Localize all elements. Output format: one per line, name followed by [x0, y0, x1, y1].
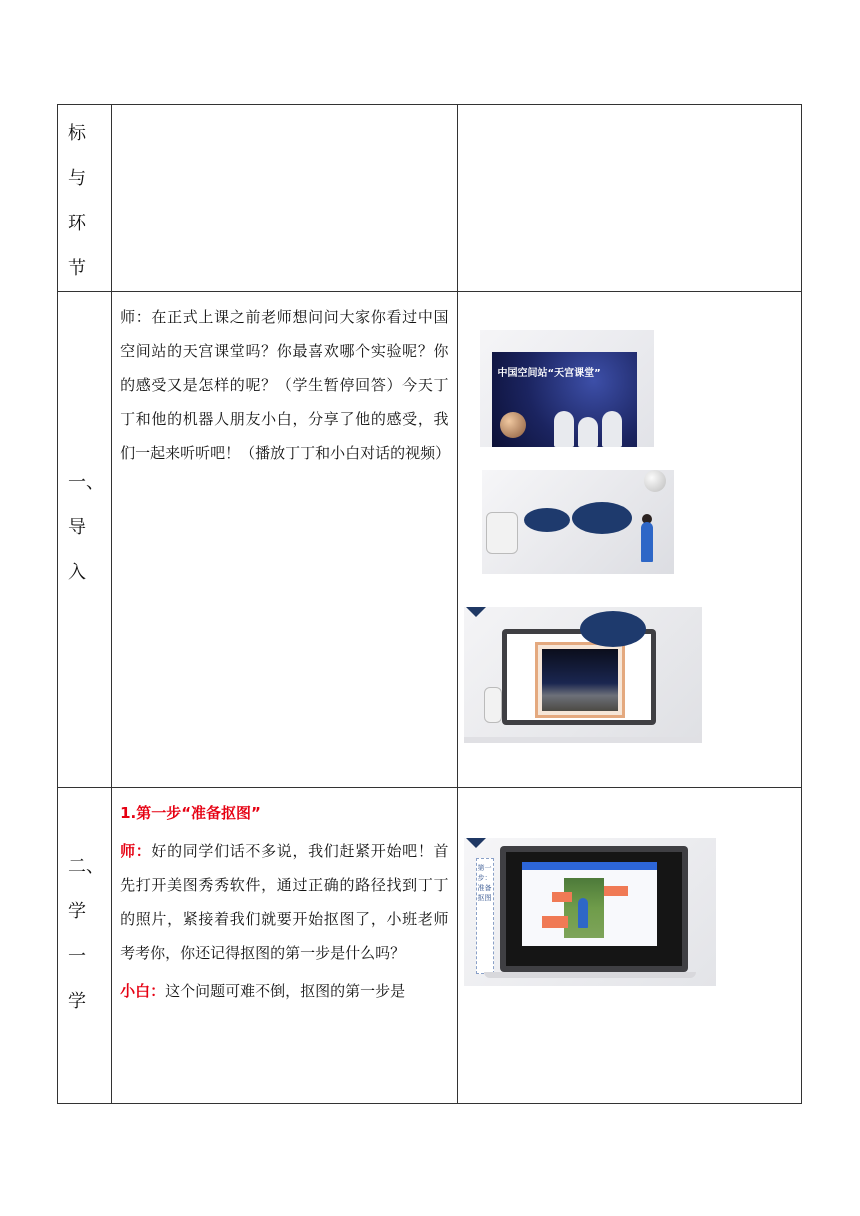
image-cell	[457, 105, 801, 292]
teacher-paragraph	[112, 830, 456, 970]
tiangong-classroom-image	[480, 330, 654, 447]
label-char: 学	[68, 991, 86, 1012]
astronaut-figure	[602, 411, 622, 447]
laptop-base	[484, 972, 696, 978]
callout-tag	[604, 886, 628, 896]
paragraph-text: 这个问题可难不倒，抠图的第一步是	[165, 982, 406, 1000]
speech-bubble-icon	[572, 502, 632, 534]
kid-figure	[641, 522, 653, 562]
app-toolbar	[522, 862, 657, 870]
label-char: 一	[68, 946, 86, 967]
moon-icon	[644, 470, 666, 492]
label-char: 导	[68, 517, 86, 538]
row-label-cell	[58, 105, 112, 292]
content-cell	[112, 292, 457, 788]
image-cell	[457, 788, 801, 1104]
meitu-app-window	[522, 862, 657, 946]
label-char: 节	[68, 258, 86, 279]
table-row	[58, 105, 802, 292]
earth-photo	[542, 649, 618, 711]
row-label-vertical	[58, 292, 111, 595]
astronaut-figure	[554, 411, 574, 447]
laptop-base	[464, 737, 702, 743]
robot-figure	[484, 687, 502, 723]
table-row	[58, 788, 802, 1104]
label-char: 一、	[68, 472, 104, 493]
row-label-vertical	[58, 788, 111, 1024]
photo-frame	[535, 642, 625, 718]
image-title: 中国空间站“天宫课堂”	[497, 368, 601, 379]
prepare-cutout-image	[464, 838, 716, 986]
step-title: 1.第一步“准备抠图”	[120, 804, 261, 822]
corner-triangle-icon	[466, 838, 486, 848]
laptop-scene-image	[464, 607, 702, 743]
label-char: 环	[68, 213, 86, 234]
callout-tag	[542, 916, 568, 928]
laptop-screen	[507, 634, 651, 720]
label-char: 与	[68, 168, 86, 189]
content-cell	[112, 788, 457, 1104]
robot-figure	[486, 512, 518, 554]
speech-bubble-icon	[524, 508, 570, 532]
label-char: 学	[68, 901, 86, 922]
speaker-label: 师：	[120, 842, 152, 860]
label-char: 入	[68, 562, 86, 583]
label-char: 标	[68, 123, 86, 144]
table-row	[58, 292, 802, 788]
row-label-cell	[58, 788, 112, 1104]
content-cell	[112, 105, 457, 292]
intro-paragraph: 师：在正式上课之前老师想问问大家你看过中国空间站的天宫课堂吗？你最喜欢哪个实验呢？你的感受又是怎样的呢？（学生暂停回答）今天丁丁和他的机器人朋友小白，分享了他的感受，我们一起来听听吧！（播放丁丁和小白对话的视频）	[120, 308, 451, 462]
step-side-label: 第一步：准备抠图	[476, 858, 494, 974]
planet-icon	[500, 412, 526, 438]
paragraph-text: 好的同学们话不多说，我们赶紧开始吧！首先打开美图秀秀软件，通过正确的路径找到丁丁的照片，紧接着我们就要开始抠图了，小班老师考考你，你还记得抠图的第一步是什么吗？	[120, 842, 449, 962]
row-label-vertical	[58, 105, 111, 291]
lesson-plan-table	[57, 104, 802, 1104]
kid-figure	[578, 898, 588, 928]
dialogue-scene-image	[482, 470, 674, 574]
corner-triangle-icon	[466, 607, 486, 617]
speaker-label: 小白：	[120, 982, 166, 1000]
label-char: 二、	[68, 856, 104, 877]
row-label-cell	[58, 292, 112, 788]
astronaut-figure	[578, 417, 598, 447]
image-cell	[457, 292, 801, 788]
speech-bubble-icon	[580, 611, 646, 647]
xiaobai-paragraph	[112, 970, 456, 1008]
callout-tag	[552, 892, 572, 902]
